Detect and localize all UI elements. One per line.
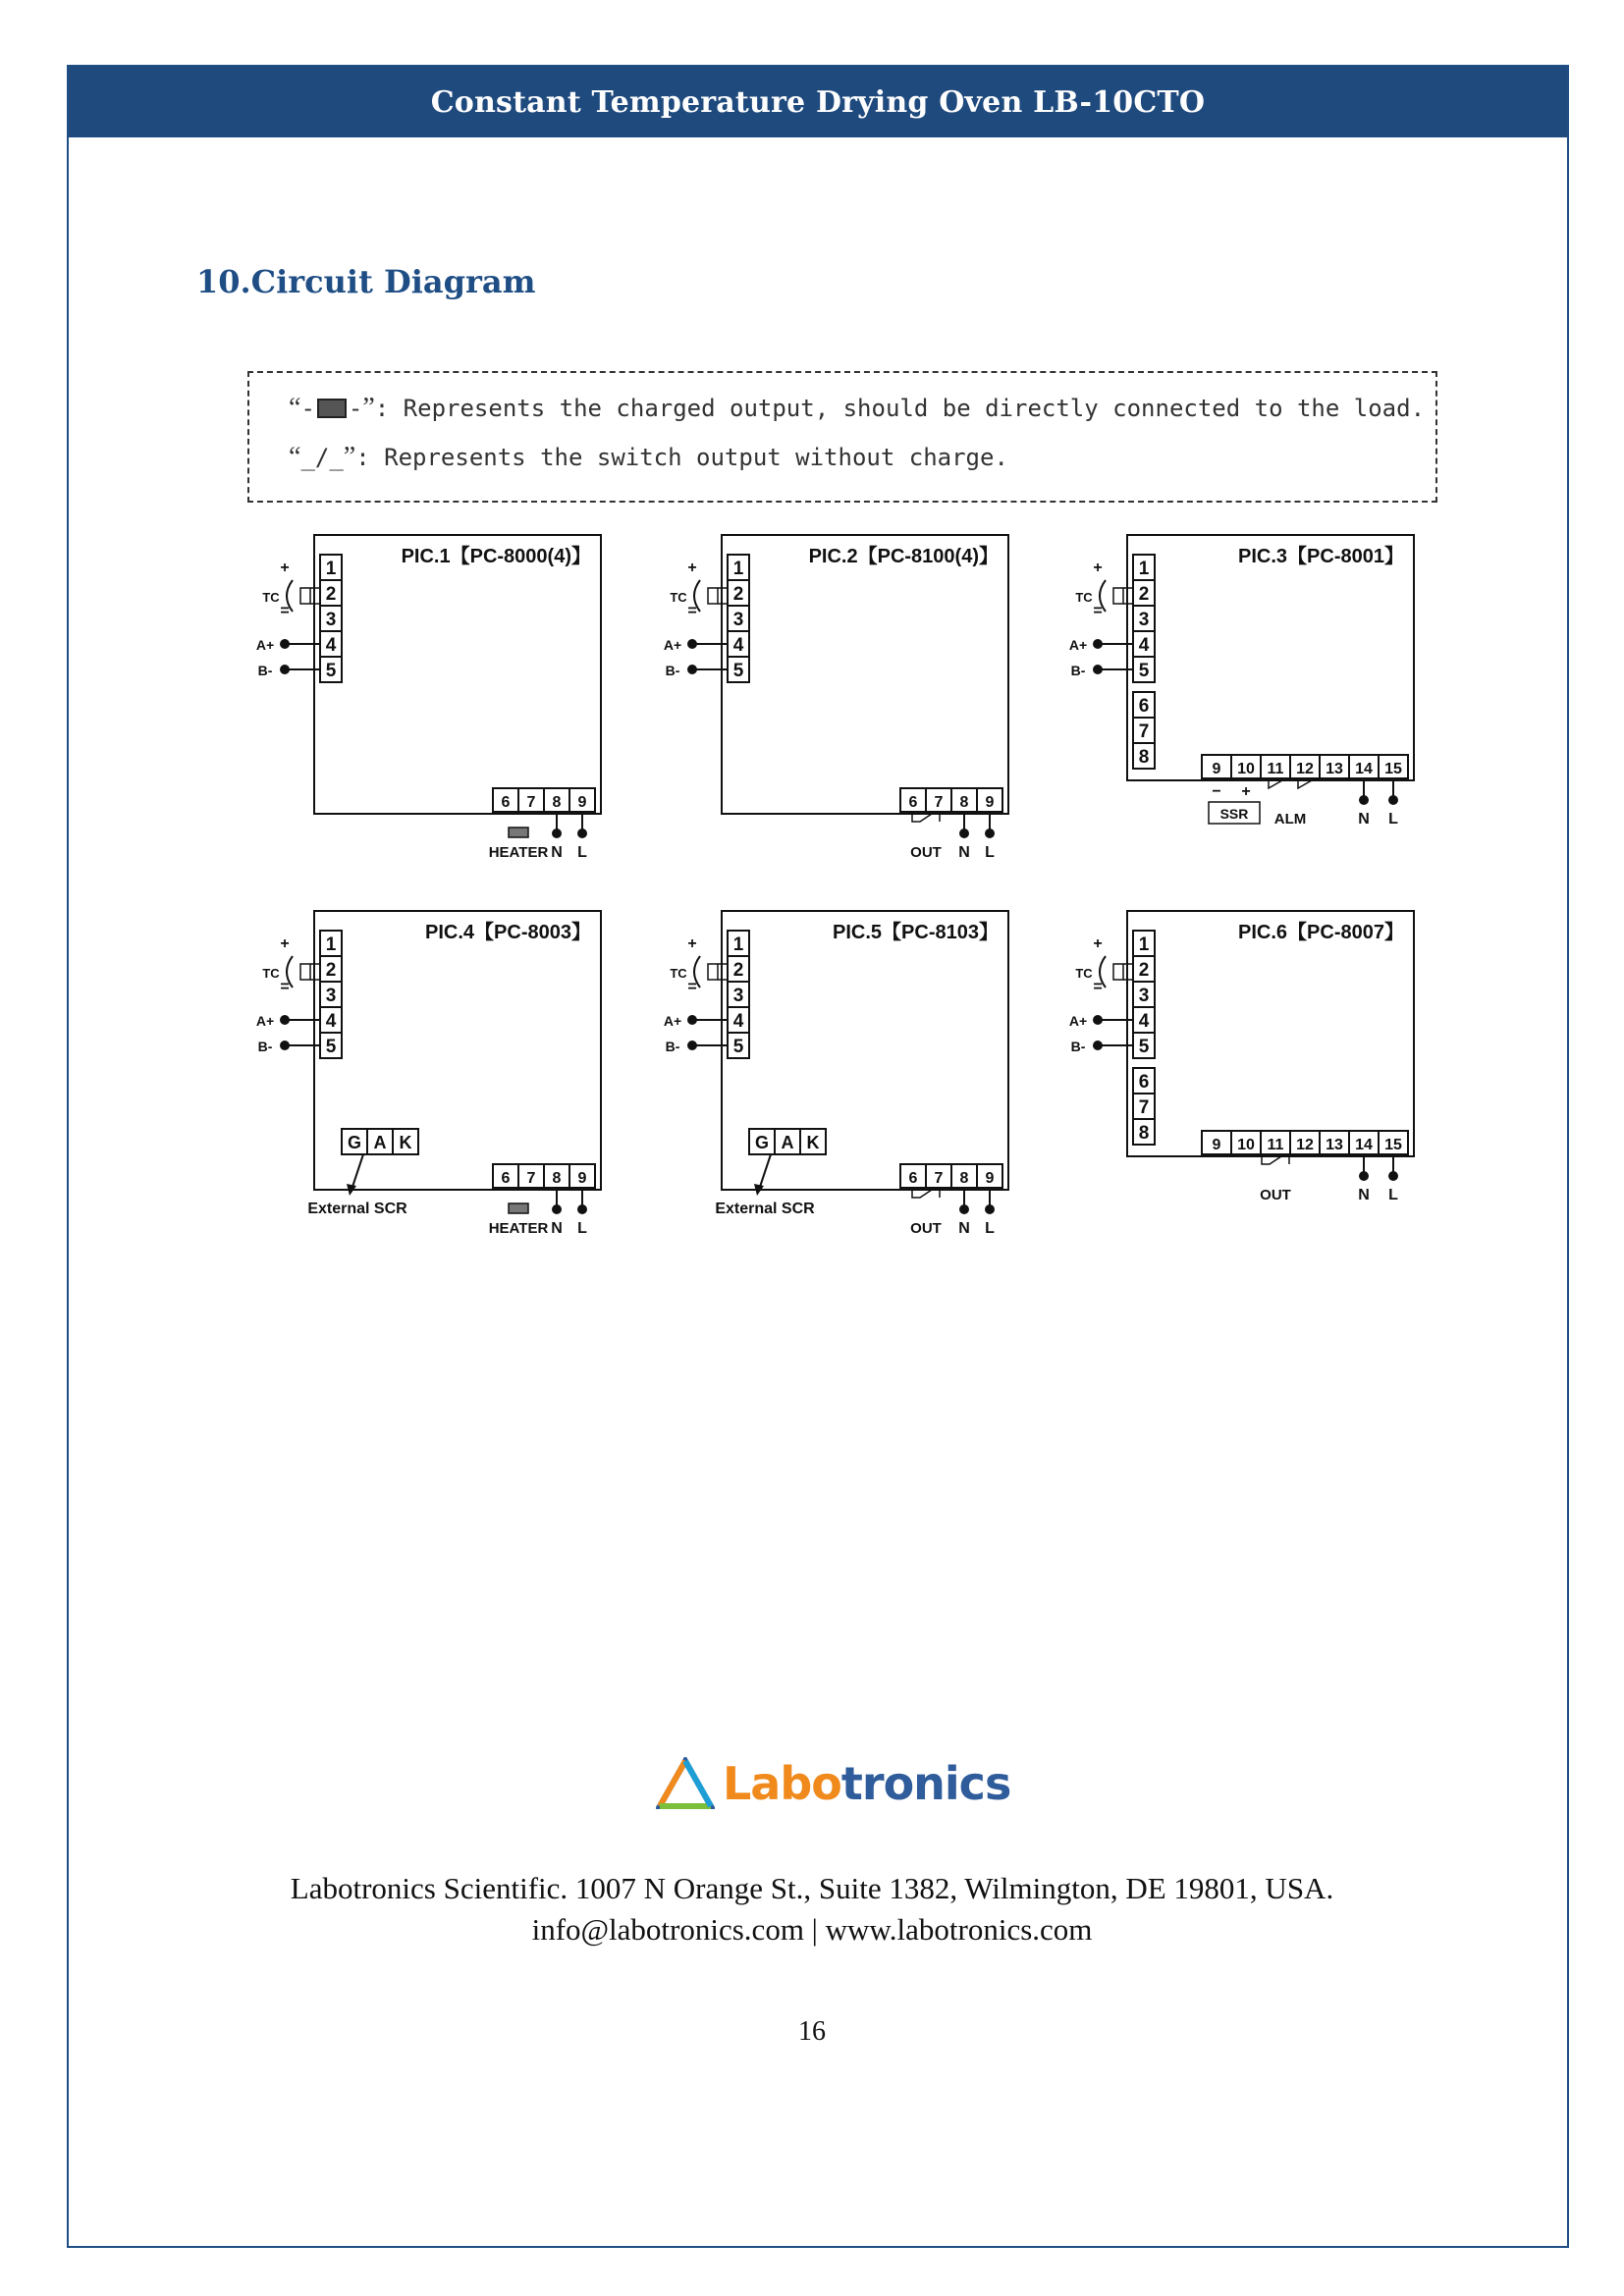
footer-contact: info@labotronics.com | www.labotronics.com (531, 1912, 1093, 1947)
terminal-label: 6 (1138, 1072, 1150, 1093)
logo-part1: Labo (723, 1757, 841, 1810)
terminal-label: 3 (732, 986, 744, 1006)
terminal-label: 5 (732, 1037, 744, 1057)
terminal-label: 9 (577, 1170, 587, 1187)
n-label: N (958, 1220, 970, 1237)
b-minus-label: B- (1070, 1039, 1086, 1054)
terminal-label: 7 (934, 1170, 944, 1187)
terminal-label: 2 (1138, 584, 1150, 605)
l-label: L (577, 844, 587, 861)
b-minus-label: B- (665, 1039, 680, 1054)
b-minus-label: B- (1070, 663, 1086, 678)
output-label: HEATER (488, 844, 549, 861)
diagram-box (722, 535, 1008, 814)
n-label: N (1358, 1187, 1370, 1203)
terminal-label: 4 (1138, 1011, 1150, 1032)
quote-open: “ (289, 393, 301, 423)
diagram-title: PIC.6【PC-8007】 (1238, 922, 1404, 943)
output-label: OUT (1260, 1187, 1291, 1203)
tc-plus: + (280, 560, 290, 576)
b-minus-label: B- (257, 663, 273, 678)
external-scr-label: External SCR (307, 1201, 407, 1217)
terminal-label: 6 (501, 1170, 511, 1187)
terminal-label: 14 (1355, 1137, 1373, 1153)
n-label: N (1358, 811, 1370, 828)
terminal-label: 7 (934, 794, 944, 811)
diagram-title: PIC.2【PC-8100(4)】 (808, 546, 999, 567)
heater-icon (509, 1203, 528, 1213)
diagram-pic-3 (1069, 535, 1414, 828)
terminal-label: 8 (552, 1170, 562, 1187)
scr-arrow-icon (759, 1154, 771, 1190)
tc-element (300, 588, 310, 604)
terminal-label: 12 (1296, 761, 1314, 777)
l-label: L (985, 844, 995, 861)
terminal-label: 8 (959, 1170, 969, 1187)
output-label: OUT (910, 844, 942, 861)
diagram-title: PIC.3【PC-8001】 (1238, 546, 1404, 567)
terminal-label: 3 (732, 610, 744, 630)
l-label: L (1388, 1187, 1398, 1203)
terminal-label: 2 (732, 960, 744, 981)
labotronics-logo (656, 1757, 1010, 1810)
terminal-label: 6 (501, 794, 511, 811)
terminal-label: 1 (325, 934, 337, 955)
terminal-label: 15 (1384, 1137, 1402, 1153)
terminal-label: 8 (959, 794, 969, 811)
tc-plus: + (687, 560, 697, 576)
diagram-box (1127, 535, 1414, 780)
diagram-pic-1 (256, 535, 601, 861)
quote-open: “ (289, 442, 301, 472)
tc-minus: = (687, 603, 697, 619)
ssr-label: SSR (1219, 806, 1249, 822)
tc-label: TC (670, 590, 687, 605)
terminal-label: 5 (1138, 1037, 1150, 1057)
a-plus-label: A+ (663, 637, 682, 653)
diagram-pic-2 (664, 535, 1008, 861)
terminal-label: 2 (1138, 960, 1150, 981)
terminal-label: 9 (985, 794, 995, 811)
a-plus-label: A+ (663, 1013, 682, 1029)
terminal-label: 2 (325, 960, 337, 981)
document-title: Constant Temperature Drying Oven LB-10CTO (430, 84, 1206, 120)
a-plus-label: A+ (255, 637, 275, 653)
section-title: 10.Circuit Diagram (196, 263, 536, 300)
terminal-label: 4 (732, 635, 744, 656)
tc-minus: = (1093, 979, 1103, 995)
terminal-label: 5 (325, 661, 337, 681)
diagram-pic-5 (664, 911, 1008, 1237)
tc-element (300, 964, 310, 980)
tc-label: TC (262, 966, 280, 981)
tc-plus: + (280, 935, 290, 952)
terminal-label: 3 (325, 610, 337, 630)
terminal-label: 6 (908, 1170, 918, 1187)
alm-label: ALM (1273, 811, 1307, 828)
diagram-pic-6 (1069, 911, 1414, 1203)
scr-label: A (373, 1133, 387, 1152)
a-plus-label: A+ (1068, 637, 1088, 653)
l-label: L (1388, 811, 1398, 828)
tc-minus: = (280, 979, 290, 995)
terminal-label: 1 (732, 934, 744, 955)
scr-label: K (399, 1133, 412, 1152)
terminal-label: 4 (325, 635, 337, 656)
terminal-label: 8 (1138, 747, 1150, 768)
terminal-label: 9 (1212, 1137, 1221, 1153)
n-label: N (551, 1220, 563, 1237)
terminal-label: 15 (1384, 761, 1402, 777)
tc-label: TC (1075, 966, 1093, 981)
scr-arrow-icon (352, 1154, 363, 1190)
logo-text (723, 1757, 1010, 1810)
terminal-label: 5 (732, 661, 744, 681)
tc-label: TC (670, 966, 687, 981)
terminal-label: 10 (1237, 1137, 1255, 1153)
a-plus-label: A+ (255, 1013, 275, 1029)
scr-label: A (781, 1133, 794, 1152)
polarity-plus: + (1241, 783, 1251, 800)
logo-triangle-icon (656, 1757, 715, 1810)
tc-plus: + (687, 935, 697, 952)
terminal-label: 11 (1267, 1137, 1284, 1153)
quote-close: ” (343, 442, 356, 472)
terminal-label: 10 (1237, 761, 1255, 777)
terminal-label: 9 (577, 794, 587, 811)
output-label: OUT (910, 1220, 942, 1237)
l-label: L (985, 1220, 995, 1237)
n-label: N (551, 844, 563, 861)
diagram-title: PIC.5【PC-8103】 (833, 922, 999, 943)
footer-address: Labotronics Scientific. 1007 N Orange St., Suite 1382, Wilmington, DE 19801, USA. (290, 1871, 1334, 1905)
terminal-label: 7 (1138, 721, 1150, 742)
terminal-label: 1 (1138, 559, 1150, 579)
terminal-label: 8 (1138, 1123, 1150, 1144)
l-label: L (577, 1220, 587, 1237)
tc-element (708, 588, 718, 604)
external-scr-label: External SCR (715, 1201, 815, 1217)
tc-element (1113, 588, 1123, 604)
heater-icon (509, 828, 528, 837)
terminal-label: 1 (325, 559, 337, 579)
terminal-label: 6 (1138, 696, 1150, 717)
terminal-label: 13 (1326, 1137, 1343, 1153)
terminal-label: 5 (325, 1037, 337, 1057)
terminal-label: 13 (1326, 761, 1343, 777)
terminal-label: 7 (526, 1170, 536, 1187)
terminal-label: 3 (1138, 986, 1150, 1006)
terminal-label: 2 (325, 584, 337, 605)
terminal-label: 3 (1138, 610, 1150, 630)
tc-minus: = (280, 603, 290, 619)
output-label: HEATER (488, 1220, 549, 1237)
tc-plus: + (1093, 560, 1103, 576)
tc-minus: = (687, 979, 697, 995)
page-number: 16 (798, 2016, 826, 2047)
legend-switch-text: : Represents the switch output without charge. (355, 444, 1008, 471)
diagram-title: PIC.1【PC-8000(4)】 (401, 546, 591, 567)
terminal-label: 12 (1296, 1137, 1314, 1153)
tc-element (708, 964, 718, 980)
terminal-label: 7 (526, 794, 536, 811)
scr-label: G (754, 1133, 770, 1152)
terminal-label: 7 (1138, 1097, 1150, 1118)
logo-part2: tronics (840, 1757, 1011, 1810)
terminal-label: 3 (325, 986, 337, 1006)
terminal-label: 4 (1138, 635, 1150, 656)
terminal-label: 4 (325, 1011, 337, 1032)
n-label: N (958, 844, 970, 861)
quote-close: ” (362, 393, 375, 423)
terminal-label: 9 (1212, 761, 1221, 777)
terminal-label: 8 (552, 794, 562, 811)
legend-charged-row: “ - - ” : Represents the charged output, should be directly connected to the load. (289, 393, 1426, 423)
terminal-label: 4 (732, 1011, 744, 1032)
tc-plus: + (1093, 935, 1103, 952)
a-plus-label: A+ (1068, 1013, 1088, 1029)
legend-charged-text: : Represents the charged output, should be directly connected to the load. (374, 395, 1426, 422)
diagram-box (1127, 911, 1414, 1156)
terminal-label: 1 (1138, 934, 1150, 955)
terminal-label: 1 (732, 559, 744, 579)
terminal-label: 11 (1267, 761, 1284, 777)
diagram-pic-4 (256, 911, 601, 1237)
polarity-minus: − (1212, 783, 1221, 800)
diagram-box (314, 535, 601, 814)
tc-label: TC (1075, 590, 1093, 605)
switch-output-icon: _/_ (300, 444, 344, 471)
scr-label: K (806, 1133, 820, 1152)
tc-label: TC (262, 590, 280, 605)
scr-label: G (347, 1133, 362, 1152)
terminal-label: 14 (1355, 761, 1373, 777)
terminal-label: 9 (985, 1170, 995, 1187)
terminal-label: 5 (1138, 661, 1150, 681)
terminal-label: 2 (732, 584, 744, 605)
terminal-label: 6 (908, 794, 918, 811)
tc-minus: = (1093, 603, 1103, 619)
tc-element (1113, 964, 1123, 980)
diagram-title: PIC.4【PC-8003】 (425, 922, 591, 943)
b-minus-label: B- (665, 663, 680, 678)
b-minus-label: B- (257, 1039, 273, 1054)
